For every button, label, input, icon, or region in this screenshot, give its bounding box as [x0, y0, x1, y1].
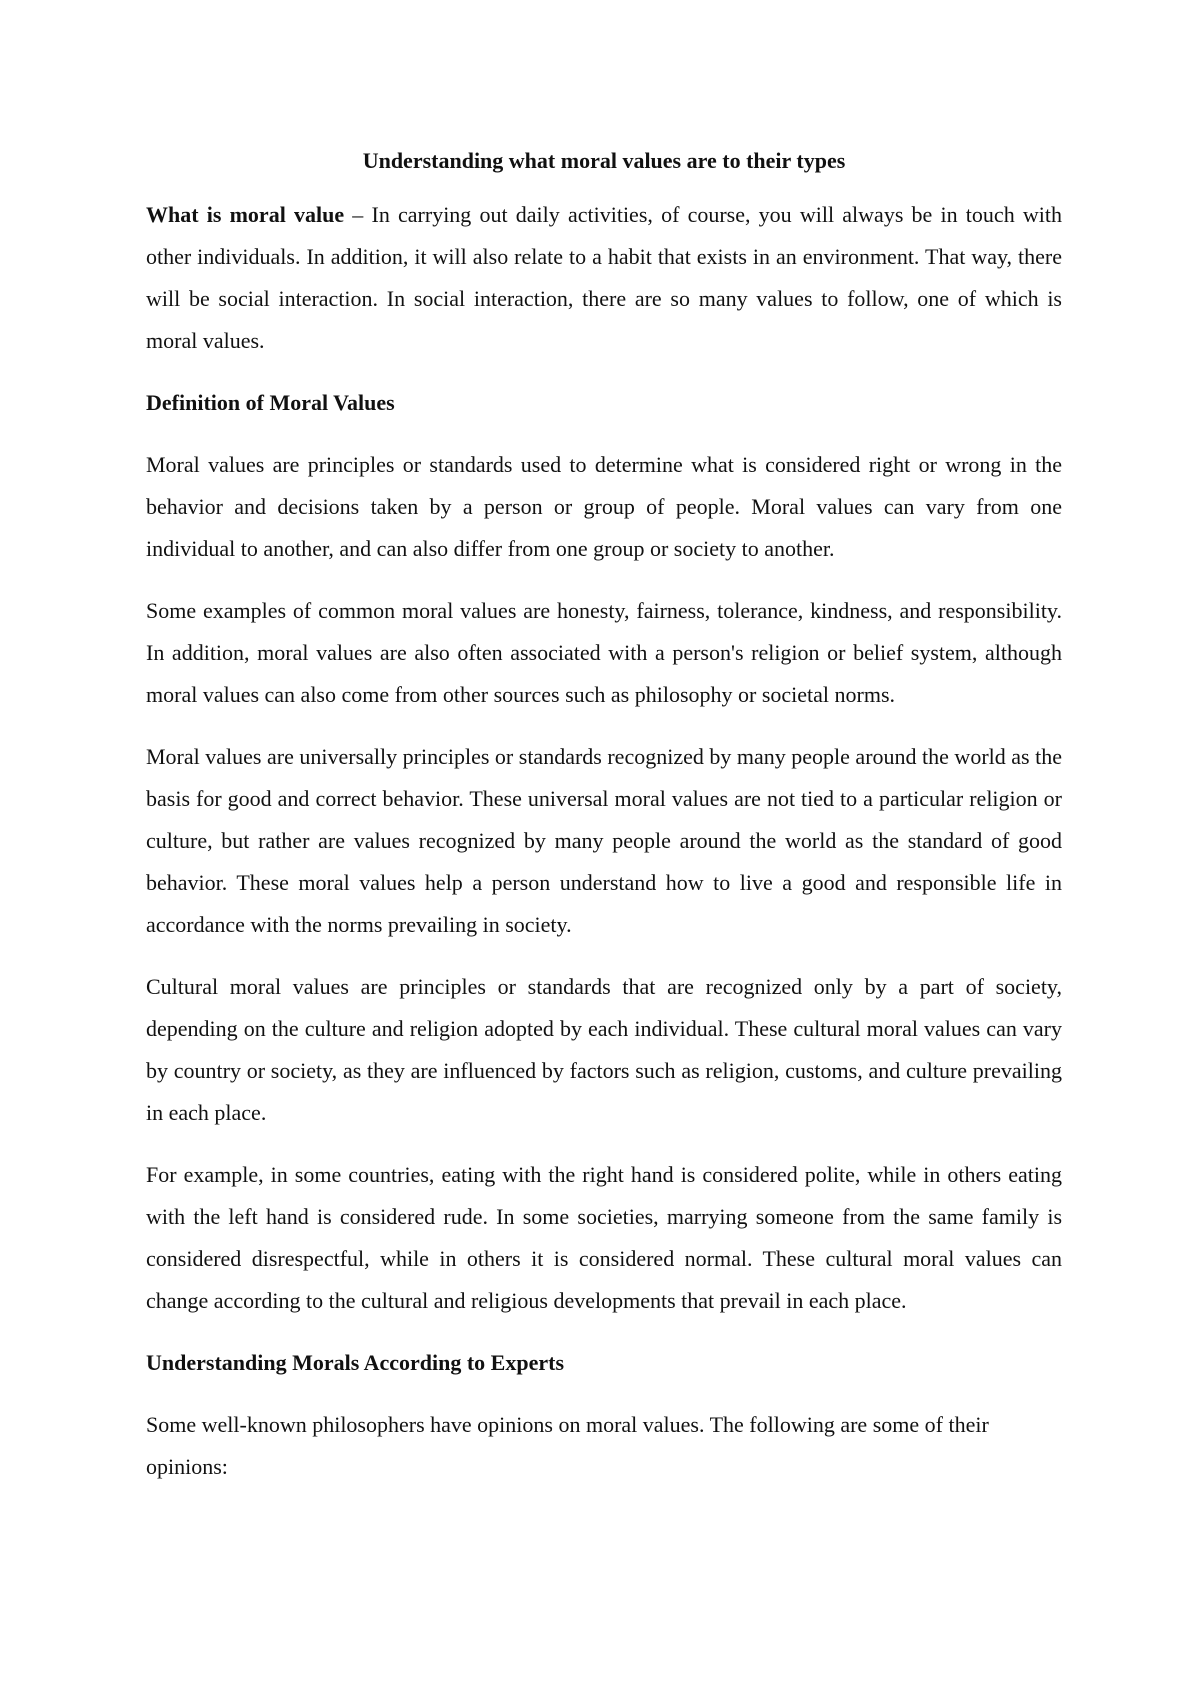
paragraph: For example, in some countries, eating with the right hand is considered polite, while in others eating with the left hand is considered rude. In some societies, marrying someone from the same family is considered disrespectful, while in others it is considered normal. These cultural moral values can change according to the cultural and religious developments that prevail in each place. — [146, 1162, 1062, 1313]
document-title: Understanding what moral values are to their types — [362, 148, 846, 173]
intro-text: – In carrying out daily activities, of course, you will always be in touch with other individuals. In addition, it will also relate to a habit that exists in an environment. That way, there will be social interaction. In social interaction, there are so many values to follow, one of which is moral values. — [146, 202, 1062, 353]
intro-lead: What is moral value — [146, 202, 345, 227]
paragraph: Some well-known philosophers have opinions on moral values. The following are some of their opinions: — [146, 1412, 989, 1479]
section-heading-experts: Understanding Morals According to Experts — [146, 1350, 564, 1375]
paragraph: Moral values are principles or standards used to determine what is considered right or wrong in the behavior and decisions taken by a person or group of people. Moral values can vary from one individual to another, and can also differ from one group or society to another. — [146, 452, 1062, 561]
document-body — [146, 140, 1062, 1508]
section-heading-definition: Definition of Moral Values — [146, 390, 395, 415]
intro-paragraph — [146, 194, 1062, 362]
paragraph: Some examples of common moral values are honesty, fairness, tolerance, kindness, and responsibility. In addition, moral values are also often associated with a person's religion or belief system, although moral values can also come from other sources such as philosophy or societal norms. — [146, 598, 1062, 707]
paragraph: Moral values are universally principles or standards recognized by many people around the world as the basis for good and correct behavior. These universal moral values are not tied to a particular religion or culture, but rather are values recognized by many people around the world as the standard of good behavior. These moral values help a person understand how to live a good and responsible life in accordance with the norms prevailing in society. — [146, 744, 1062, 937]
paragraph: Cultural moral values are principles or standards that are recognized only by a part of society, depending on the culture and religion adopted by each individual. These cultural moral values can vary by country or society, as they are influenced by factors such as religion, customs, and culture prevailing in each place. — [146, 974, 1062, 1125]
